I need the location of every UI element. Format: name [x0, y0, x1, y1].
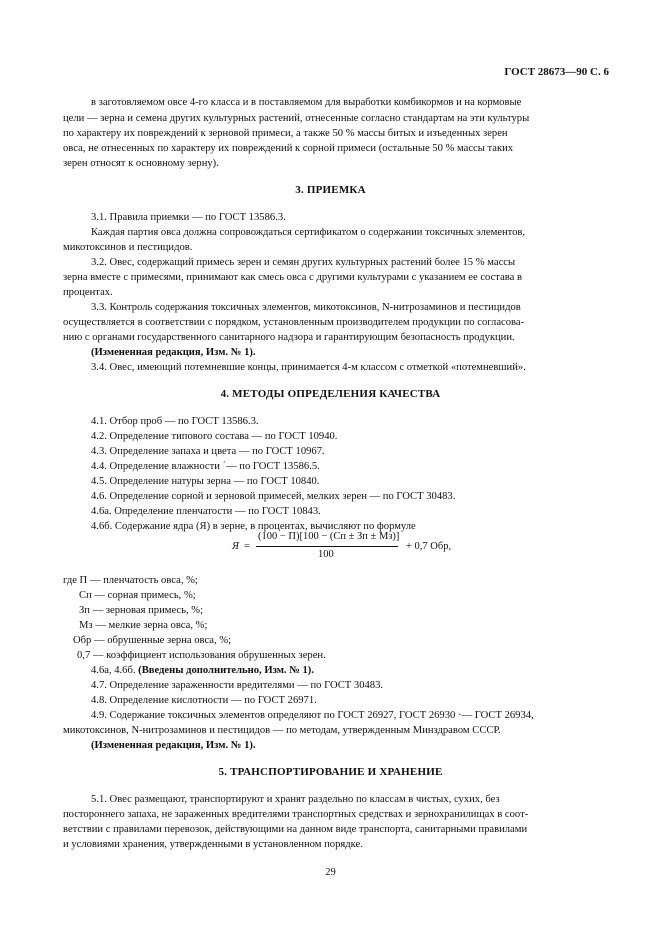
formula-lhs: Я: [232, 541, 239, 552]
amendment-note: (Измененная редакция, Изм. № 1).: [91, 347, 256, 358]
text-line: и условиями хранения, утвержденными в установленном порядке.: [63, 839, 363, 850]
text-line: микотоксинов, N-нитрозаминов и пестицидов — по методам, утвержденным Минздравом СССР.: [63, 725, 501, 736]
text-line: постороннего запаха, не зараженных вредителями транспортных средствах и зернохранилищах в соот-: [63, 809, 529, 820]
list-item: 4.3. Определение запаха и цвета — по ГОСТ 10967.: [91, 446, 325, 457]
amendment-note: (Измененная редакция, Изм. № 1).: [91, 740, 256, 751]
definition-line: где П — пленчатость овса, %;: [63, 575, 198, 586]
list-item: 4.1. Отбор проб — по ГОСТ 13586.3.: [91, 416, 259, 427]
text-line: ветствии с правилами перевозок, действующими на данном виде транспорта, санитарными правилами: [63, 824, 528, 835]
list-item: 4.6а. Определение пленчатости — по ГОСТ 10843.: [91, 506, 321, 517]
definition-line: Cп — сорная примесь, %;: [79, 590, 196, 601]
formula-denominator: 100: [318, 549, 334, 560]
section-3-title: 3. ПРИЕМКА: [295, 184, 366, 196]
page-number: 29: [325, 867, 336, 878]
list-item: 4.7. Определение зараженности вредителями — по ГОСТ 30483.: [91, 680, 384, 691]
text-line: осуществляется в соответствии с порядком, установленным производителем продукции по согласова-: [63, 317, 525, 328]
section-4-title: 4. МЕТОДЫ ОПРЕДЕЛЕНИЯ КАЧЕСТВА: [220, 388, 441, 400]
list-item: 4.9. Содержание токсичных элементов определяют по ГОСТ 26927, ГОСТ 26930 ·— ГОСТ 26934,: [91, 710, 534, 721]
formula-tail: + 0,7 Обр,: [406, 541, 452, 552]
text-line: зерна вместе с примесями, принимают как смесь овса с другими культурами с указанием ее состава в: [63, 272, 522, 283]
text-line: зерен относят к основному зерну).: [63, 158, 219, 169]
fraction-bar: [256, 546, 398, 547]
text-line: 3.3. Контроль содержания токсичных элементов, микотоксинов, N-нитрозаминов и пестицидов: [91, 302, 521, 313]
list-item: 4.6. Определение сорной и зерновой примесей, мелких зерен — по ГОСТ 30483.: [91, 491, 456, 502]
list-item: 4.6б. Содержание ядра (Я) в зерне, в процентах, вычисляют по формуле: [91, 521, 416, 532]
text-line: 3.4. Овес, имеющий потемневшие концы, принимается 4-м классом с отметкой «потемневший».: [91, 362, 526, 373]
list-item: 4.2. Определение типового состава — по ГОСТ 10940.: [91, 431, 338, 442]
list-item: 4.5. Определение натуры зерна — по ГОСТ 10840.: [91, 476, 320, 487]
text-line: микотоксинов и пестицидов.: [63, 242, 193, 253]
text-line: Каждая партия овса должна сопровождаться сертификатом о содержании токсичных элементов,: [91, 227, 526, 238]
text-line: 3.1. Правила приемки — по ГОСТ 13586.3.: [91, 212, 286, 223]
definition-line: Мз — мелкие зерна овса, %;: [79, 620, 208, 631]
document-code: ГОСТ 28673—90 С. 6: [504, 66, 609, 78]
section-5-title: 5. ТРАНСПОРТИРОВАНИЕ И ХРАНЕНИЕ: [218, 766, 443, 778]
definition-line: Обр — обрушенные зерна овса, %;: [73, 635, 232, 646]
text-line: в заготовляемом овсе 4-го класса и в поставляемом для выработки комбикормов и на кормовые: [91, 97, 522, 108]
text-line: нию с органами государственного санитарного надзора и гарантирующим безопасность продукции.: [63, 332, 515, 343]
text-line: 5.1. Овес размещают, транспортируют и хранят раздельно по классам в чистых, сухих, без: [91, 794, 500, 805]
text-line: по характеру их повреждений к зерновой примеси, а также 50 % массы битых и изъеденных зерен: [63, 128, 508, 139]
formula-numerator: (100 − П)[100 − (Cп ± Зп ± Мз)]: [258, 531, 400, 542]
text-line: 3.2. Овес, содержащий примесь зерен и семян других культурных растений более 15 % массы: [91, 257, 516, 268]
text-line: процентах.: [63, 287, 113, 298]
list-item: 4.4. Определение влажности ´— по ГОСТ 13586.5.: [91, 461, 320, 472]
text-line: цели — зерна и семена других культурных растений, отнесенные согласно стандартам на эти культуры: [63, 113, 530, 124]
definition-line: Зп — зерновая примесь, %;: [79, 605, 204, 616]
amendment-note: 4.6а, 4.6б. (Введены дополнительно, Изм. № 1).: [91, 665, 314, 676]
formula-equals: =: [244, 541, 250, 552]
text-line: овса, не отнесенных по характеру их повреждений к сорной примеси (остальные 50 % массы таких: [63, 143, 514, 154]
definition-line: 0,7 — коэффициент использования обрушенных зерен.: [77, 650, 326, 661]
list-item: 4.8. Определение кислотности — по ГОСТ 26971.: [91, 695, 317, 706]
